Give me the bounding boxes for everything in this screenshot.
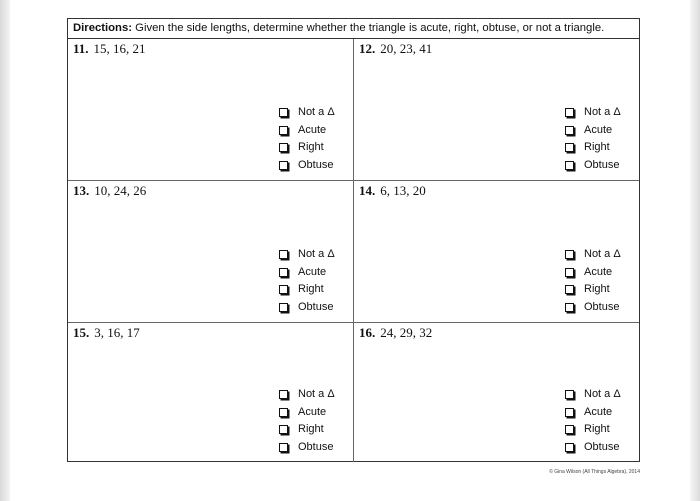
- problem-sides: 10, 24, 26: [94, 183, 147, 198]
- choice-label: Not a Δ: [298, 248, 335, 260]
- choice-acute[interactable]: [279, 404, 349, 422]
- choice-not-a-triangle[interactable]: [279, 386, 349, 404]
- choice-obtuse[interactable]: [279, 157, 349, 175]
- problem-number: 11.: [73, 41, 89, 56]
- checkbox-icon[interactable]: [279, 285, 288, 294]
- checkbox-icon[interactable]: [565, 303, 574, 312]
- checkbox-icon[interactable]: [279, 443, 288, 452]
- problem-cell-12: [354, 39, 639, 181]
- problem-heading: [73, 183, 146, 199]
- choice-acute[interactable]: [279, 264, 349, 282]
- choice-not-a-triangle[interactable]: [279, 104, 349, 122]
- problem-cell-14: [354, 181, 639, 323]
- choice-acute[interactable]: [279, 122, 349, 140]
- problem-grid: [68, 39, 639, 462]
- choice-list: [565, 104, 635, 174]
- choice-obtuse[interactable]: [279, 439, 349, 457]
- problem-sides: 15, 16, 21: [93, 41, 146, 56]
- directions-label: Directions:: [73, 22, 133, 34]
- choice-label: Right: [584, 141, 610, 153]
- choice-label: Not a Δ: [584, 248, 621, 260]
- checkbox-icon[interactable]: [565, 408, 574, 417]
- checkbox-icon[interactable]: [565, 425, 574, 434]
- choice-label: Obtuse: [298, 300, 334, 313]
- problem-cell-15: [68, 323, 354, 462]
- choice-label: Right: [584, 283, 610, 295]
- choice-acute[interactable]: [565, 264, 635, 282]
- checkbox-icon[interactable]: [565, 268, 574, 277]
- choice-list: [565, 386, 635, 456]
- copyright-credit: © Gina Wilson (All Things Algebra), 2014: [549, 469, 640, 475]
- choice-label: Obtuse: [298, 440, 334, 453]
- choice-label: Right: [584, 423, 610, 435]
- choice-right[interactable]: [565, 139, 635, 157]
- choice-label: Not a Δ: [584, 106, 621, 118]
- choice-list: [565, 246, 635, 316]
- problem-sides: 20, 23, 41: [380, 41, 433, 56]
- choice-right[interactable]: [565, 421, 635, 439]
- choice-label: Not a Δ: [584, 388, 621, 400]
- checkbox-icon[interactable]: [279, 108, 288, 117]
- problem-number: 15.: [73, 325, 90, 340]
- problem-heading: [73, 325, 140, 341]
- checkbox-icon[interactable]: [279, 250, 288, 259]
- choice-label: Obtuse: [298, 158, 334, 171]
- choice-label: Obtuse: [584, 300, 620, 313]
- problem-heading: [359, 325, 432, 341]
- page-edge-left: [0, 0, 10, 501]
- checkbox-icon[interactable]: [565, 108, 574, 117]
- directions-text: Given the side lengths, determine whether the triangle is acute, right, obtuse, or not a triangle.: [132, 22, 605, 34]
- checkbox-icon[interactable]: [279, 408, 288, 417]
- choice-acute[interactable]: [565, 404, 635, 422]
- choice-not-a-triangle[interactable]: [565, 386, 635, 404]
- problem-cell-16: [354, 323, 639, 462]
- worksheet-table: [67, 18, 640, 462]
- problem-cell-11: [68, 39, 354, 181]
- choice-obtuse[interactable]: [565, 299, 635, 317]
- checkbox-icon[interactable]: [565, 126, 574, 135]
- choice-label: Acute: [584, 123, 613, 136]
- choice-not-a-triangle[interactable]: [565, 104, 635, 122]
- problem-heading: [359, 183, 426, 199]
- choice-not-a-triangle[interactable]: [279, 246, 349, 264]
- choice-list: [279, 246, 349, 316]
- problem-cell-13: [68, 181, 354, 323]
- checkbox-icon[interactable]: [565, 161, 574, 170]
- choice-label: Right: [298, 423, 324, 435]
- choice-label: Right: [298, 141, 324, 153]
- problem-number: 13.: [73, 183, 90, 198]
- checkbox-icon[interactable]: [279, 143, 288, 152]
- choice-obtuse[interactable]: [565, 157, 635, 175]
- choice-list: [279, 104, 349, 174]
- problem-sides: 3, 16, 17: [94, 325, 140, 340]
- choice-label: Obtuse: [584, 158, 620, 171]
- choice-label: Acute: [298, 405, 327, 418]
- choice-label: Right: [298, 283, 324, 295]
- problem-heading: [73, 41, 146, 57]
- choice-obtuse[interactable]: [565, 439, 635, 457]
- checkbox-icon[interactable]: [565, 443, 574, 452]
- problem-sides: 6, 13, 20: [380, 183, 426, 198]
- choice-label: Acute: [584, 405, 613, 418]
- choice-list: [279, 386, 349, 456]
- page-edge-right: [690, 0, 700, 501]
- checkbox-icon[interactable]: [565, 285, 574, 294]
- problem-number: 14.: [359, 183, 376, 198]
- choice-obtuse[interactable]: [279, 299, 349, 317]
- checkbox-icon[interactable]: [279, 268, 288, 277]
- problem-number: 12.: [359, 41, 376, 56]
- problem-heading: [359, 41, 432, 57]
- choice-acute[interactable]: [565, 122, 635, 140]
- choice-label: Acute: [584, 265, 613, 278]
- choice-right[interactable]: [565, 281, 635, 299]
- choice-right[interactable]: [279, 139, 349, 157]
- checkbox-icon[interactable]: [565, 390, 574, 399]
- checkbox-icon[interactable]: [565, 143, 574, 152]
- checkbox-icon[interactable]: [279, 303, 288, 312]
- directions-row: [68, 19, 639, 39]
- choice-right[interactable]: [279, 281, 349, 299]
- problem-sides: 24, 29, 32: [380, 325, 433, 340]
- problem-number: 16.: [359, 325, 376, 340]
- choice-label: Not a Δ: [298, 388, 335, 400]
- choice-right[interactable]: [279, 421, 349, 439]
- checkbox-icon[interactable]: [279, 390, 288, 399]
- checkbox-icon[interactable]: [279, 425, 288, 434]
- checkbox-icon[interactable]: [565, 250, 574, 259]
- choice-label: Not a Δ: [298, 106, 335, 118]
- checkbox-icon[interactable]: [279, 126, 288, 135]
- choice-not-a-triangle[interactable]: [565, 246, 635, 264]
- choice-label: Acute: [298, 123, 327, 136]
- choice-label: Obtuse: [584, 440, 620, 453]
- choice-label: Acute: [298, 265, 327, 278]
- checkbox-icon[interactable]: [279, 161, 288, 170]
